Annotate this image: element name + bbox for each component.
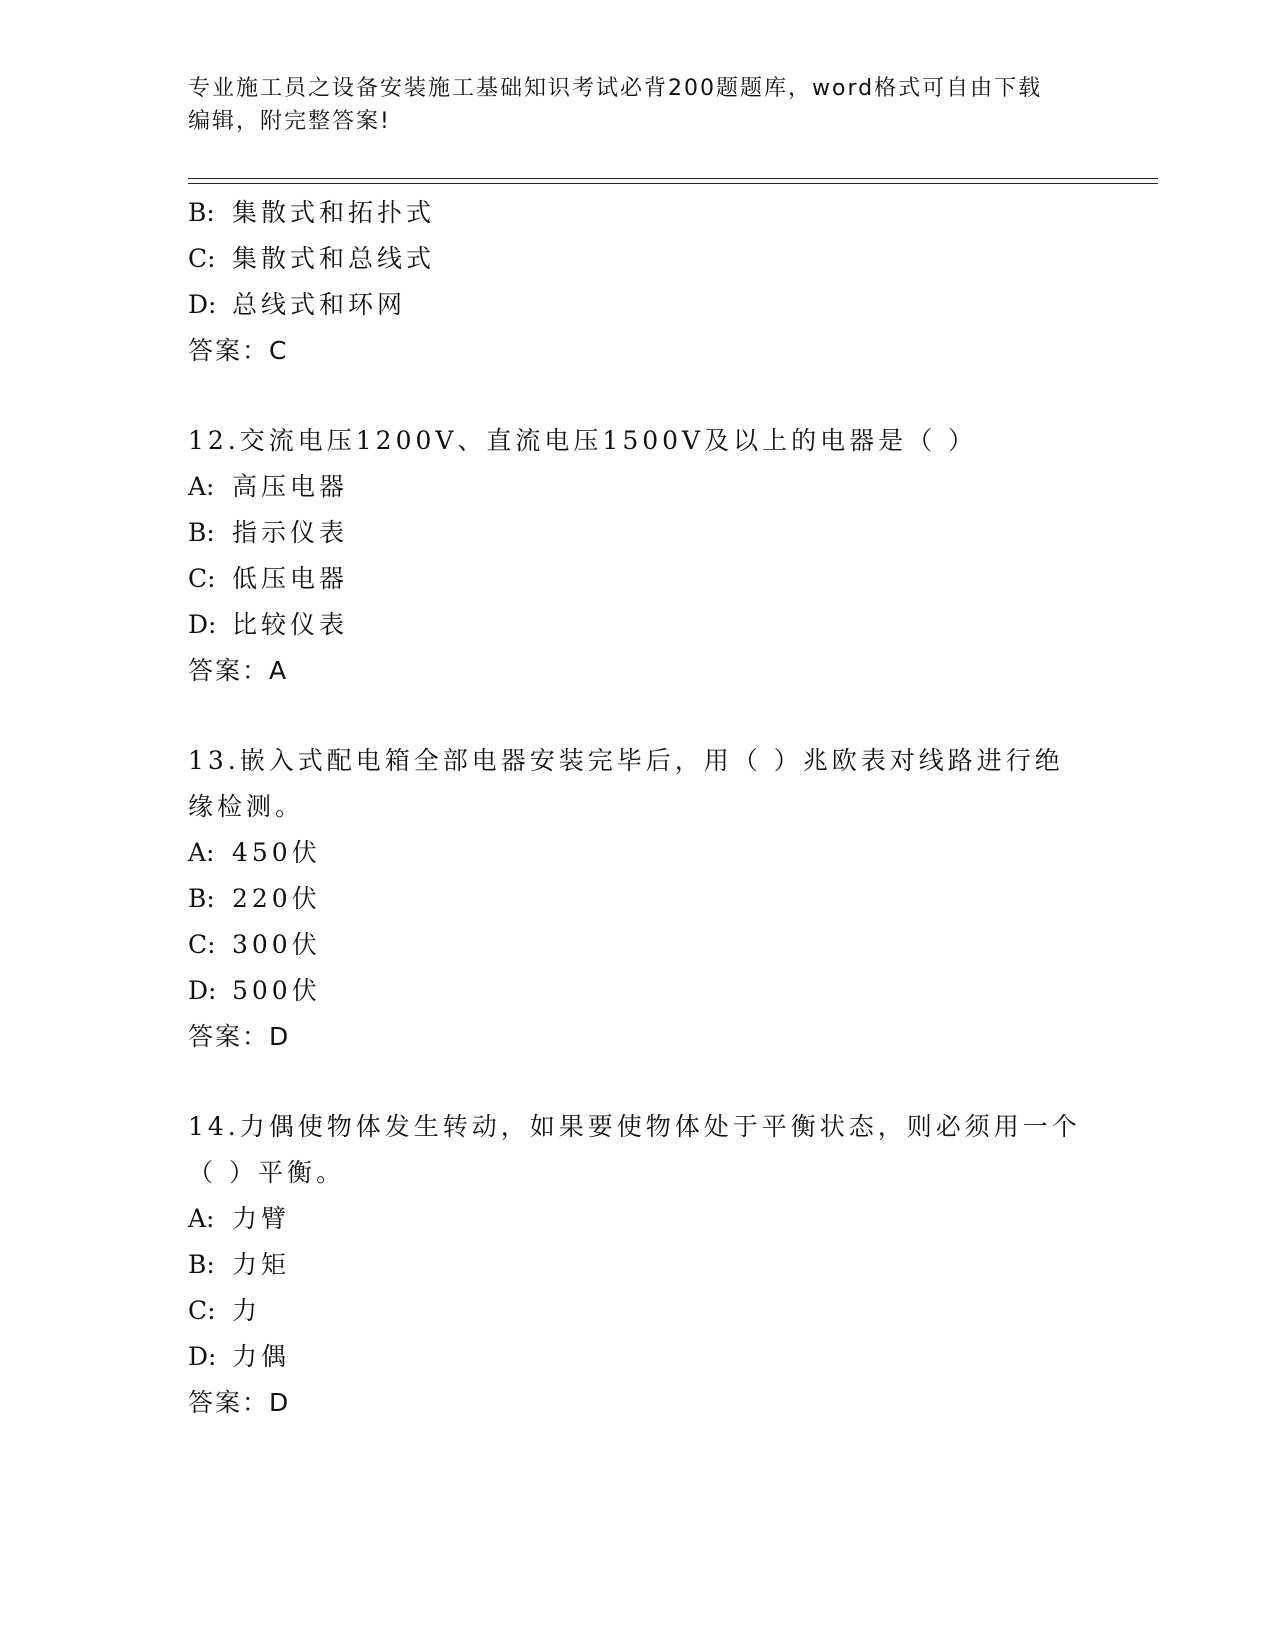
option-label: B: [188, 1250, 215, 1279]
question-12 [188, 418, 1108, 694]
option-c [188, 236, 1108, 282]
option-d [188, 282, 1108, 328]
option-text: 指示仪表 [232, 518, 349, 547]
option-text: 集散式和拓扑式 [232, 198, 436, 227]
option-b [188, 510, 1108, 556]
question-text-line-1: 14.力偶使物体发生转动，如果要使物体处于平衡状态，则必须用一个 [188, 1112, 1081, 1141]
option-text: 220伏 [232, 884, 321, 913]
option-b [188, 190, 1108, 236]
option-text: 力偶 [232, 1342, 291, 1371]
question-text-line-2: 缘检测。 [188, 792, 305, 821]
option-label: A: [188, 472, 215, 501]
option-d [188, 1334, 1108, 1380]
option-d [188, 602, 1108, 648]
option-a [188, 830, 1108, 876]
question-13 [188, 738, 1108, 1060]
answer-line: 答案：A [188, 656, 289, 685]
option-text: 450伏 [232, 838, 321, 867]
option-label: B: [188, 518, 215, 547]
option-label: A: [188, 1204, 215, 1233]
document-header [188, 72, 1088, 138]
option-text: 力臂 [232, 1204, 291, 1233]
option-c [188, 1288, 1108, 1334]
option-text: 300伏 [232, 930, 321, 959]
option-label: D: [188, 1342, 217, 1371]
option-text: 力矩 [232, 1250, 291, 1279]
question-text-line-2: （ ）平衡。 [188, 1158, 345, 1187]
option-a [188, 1196, 1108, 1242]
question-text: 12.交流电压1200V、直流电压1500V及以上的电器是（ ） [188, 426, 978, 455]
option-label: C: [188, 1296, 216, 1325]
question-text-line-1: 13.嵌入式配电箱全部电器安装完毕后，用（ ）兆欧表对线路进行绝 [188, 746, 1064, 775]
option-d [188, 968, 1108, 1014]
option-c [188, 556, 1108, 602]
option-label: C: [188, 564, 216, 593]
option-label: C: [188, 930, 216, 959]
header-divider-top [188, 178, 1158, 179]
option-label: D: [188, 290, 217, 319]
option-text: 集散式和总线式 [232, 244, 436, 273]
header-title-line-1: 专业施工员之设备安装施工基础知识考试必背200题题库，word格式可自由下载 [188, 76, 1043, 101]
option-text: 力 [232, 1296, 262, 1325]
option-a [188, 464, 1108, 510]
option-text: 高压电器 [232, 472, 349, 501]
option-label: D: [188, 610, 217, 639]
answer-line: 答案：C [188, 336, 289, 365]
question-11-continued [188, 190, 1108, 374]
answer-line: 答案：D [188, 1388, 291, 1417]
option-text: 500伏 [232, 976, 321, 1005]
option-text: 低压电器 [232, 564, 349, 593]
option-b [188, 876, 1108, 922]
option-label: B: [188, 198, 215, 227]
option-text: 总线式和环网 [232, 290, 407, 319]
answer-line: 答案：D [188, 1022, 291, 1051]
option-label: C: [188, 244, 216, 273]
header-divider-bottom [188, 183, 1158, 184]
option-c [188, 922, 1108, 968]
question-list [188, 190, 1108, 1426]
question-14 [188, 1104, 1108, 1426]
option-label: B: [188, 884, 215, 913]
option-label: D: [188, 976, 217, 1005]
option-label: A: [188, 838, 215, 867]
option-text: 比较仪表 [232, 610, 349, 639]
header-title-line-2: 编辑，附完整答案! [188, 109, 391, 134]
option-b [188, 1242, 1108, 1288]
